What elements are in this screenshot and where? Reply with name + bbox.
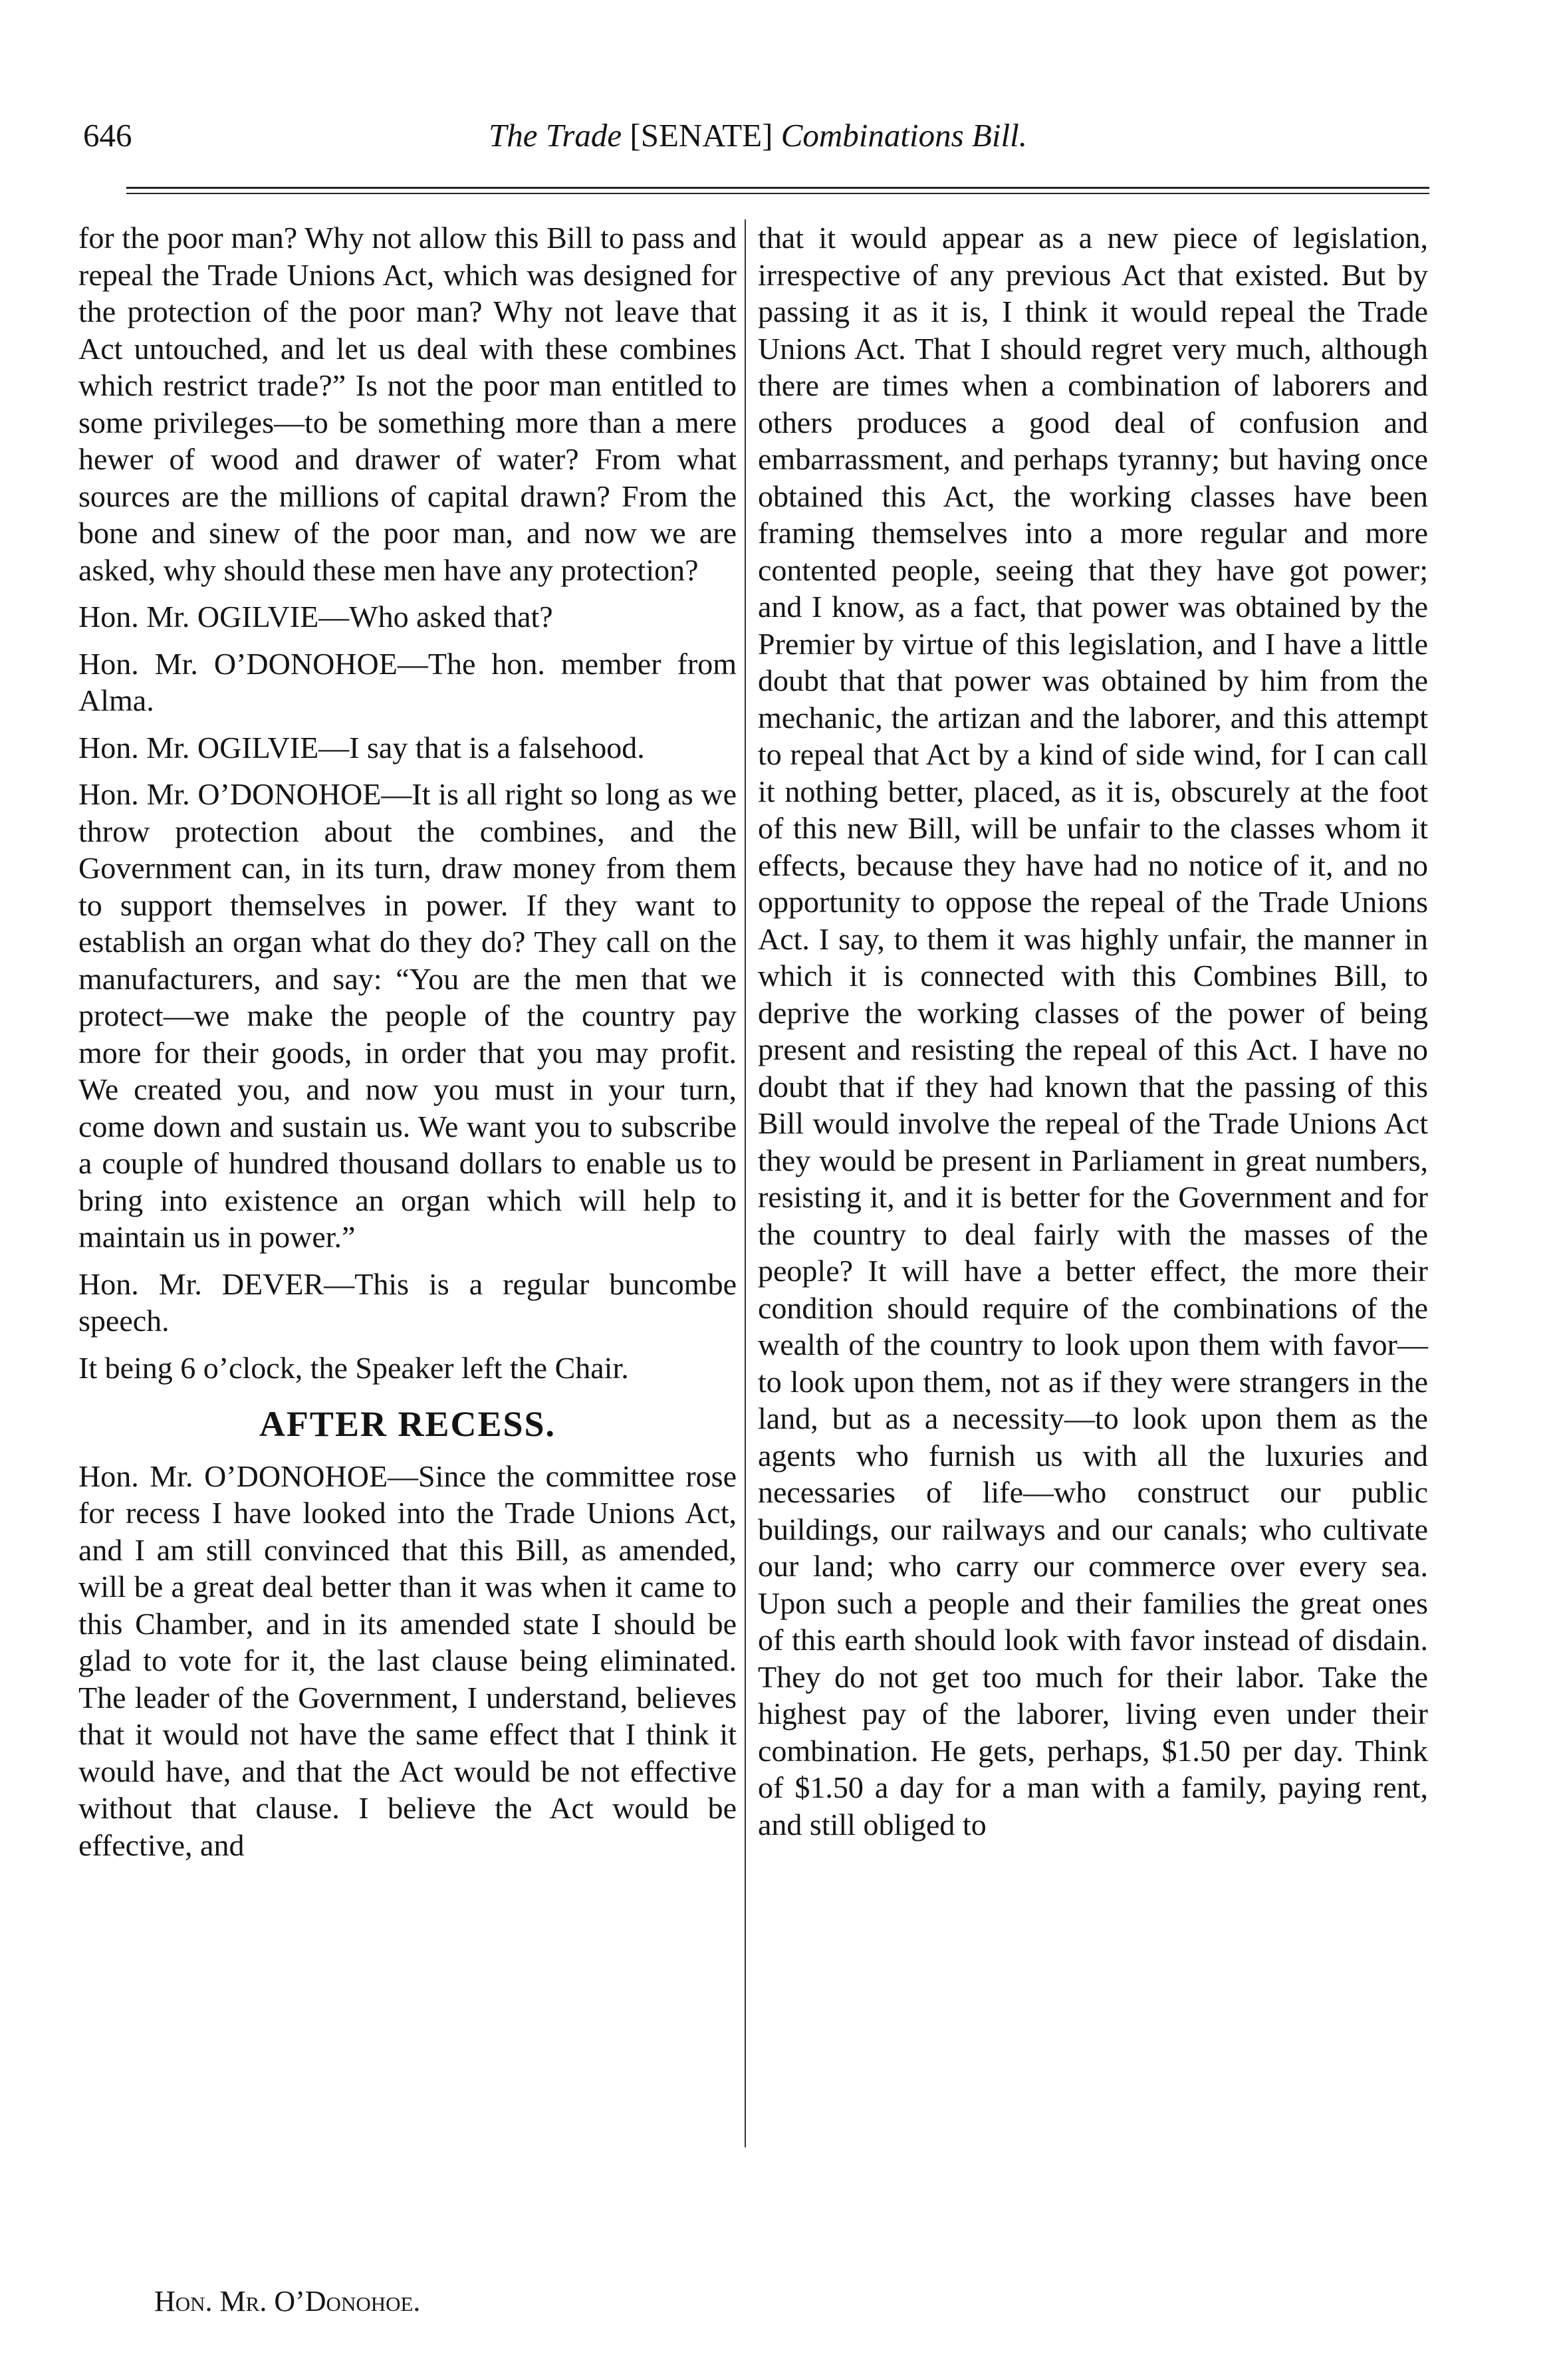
running-header [83, 116, 1433, 170]
running-title-right: Combinations Bill. [780, 117, 1027, 154]
catchword: Hon. Mr. O’Donohoe. [154, 2285, 421, 2318]
running-title [83, 116, 1433, 154]
speaker-line: Hon. Mr. DEVER—This is a regular buncombe speech. [78, 1266, 737, 1338]
column-divider [745, 219, 746, 2147]
running-title-left: The Trade [489, 117, 622, 154]
paragraph: for the poor man? Why not allow this Bill to pass and repeal the Trade Unions Act, which was designed for the protection of the poor man? Why not leave that Act untouched, and let us deal with these combines which restrict trade?” Is not the poor man entitled to some privileges—to be something more than a mere hewer of wood and drawer of water? From what sources are the millions of capital drawn? From the bone and sinew of the poor man, and now we are asked, why should these men have any protection? [78, 221, 737, 587]
recess-heading: AFTER RECESS. [259, 1404, 556, 1444]
header-rule [126, 187, 1429, 189]
header-rule-secondary [126, 193, 1429, 194]
right-column [758, 219, 1428, 1853]
running-title-chamber: [SENATE] [630, 117, 773, 154]
paragraph: Hon. Mr. O’DONOHOE—Since the committee rose for recess I have looked into the Trade Unions Act, and I am still convinced that this Bill, as amended, will be a great deal better than it was when it came to this Chamber, and in its amended state I should be glad to vote for it, the last clause being eliminated. The leader of the Government, I understand, believes that it would not have the same effect that I think it would have, and that the Act would be not effective without that clause. I believe the Act would be effective, and [78, 1459, 737, 1862]
paragraph: It being 6 o’clock, the Speaker left the Chair. [78, 1350, 629, 1385]
page-number: 646 [83, 117, 132, 154]
paragraph: Hon. Mr. O’DONOHOE—It is all right so long as we throw protection about the combines, and the Government can, in its turn, draw money from them to support themselves in power. If they want to establish an organ what do they do? They call on the manufacturers, and say: “You are the men that we protect—we make the people of the country pay more for their goods, in order that you may profit. We created you, and now you must in your turn, come down and sustain us. We want you to subscribe a couple of hundred thousand dollars to enable us to bring into existence an organ which will help to maintain us in power.” [78, 777, 737, 1254]
paragraph: that it would appear as a new piece of legislation, irrespective of any previous Act that existed. But by passing it as it is, I think it would repeal the Trade Unions Act. That I should regret very much, although there are times when a combination of laborers and others produces a good deal of confusion and embarrassment, and perhaps tyranny; but having once obtained this Act, the working classes have been framing themselves into a more regular and more contented people, seeing that they have got power; and I know, as a fact, that power was obtained by the Premier by virtue of this legislation, and I have a little doubt that that power was obtained by him from the mechanic, the artizan and the laborer, and this attempt to repeal that Act by a kind of side wind, for I can call it nothing better, placed, as it is, obscurely at the foot of this new Bill, will be unfair to the classes whom it effects, because they have had no notice of it, and no opportunity to oppose the repeal of the Trade Unions Act. I say, to them it was highly unfair, the manner in which it is connected with this Combines Bill, to deprive the working classes of the power of being present and resisting the repeal of this Act. I have no doubt that if they had known that the passing of this Bill would involve the repeal of the Trade Unions Act they would be present in Parliament in great numbers, resisting it, and it is better for the Government and for the country to deal fairly with the masses of the people? It will have a better effect, the more their condition should require of the combinations of the wealth of the country to look upon them with favor—to look upon them, not as if they were strangers in the land, but as a necessity—to look upon them as the agents who furnish us with all the luxuries and necessaries of life—who construct our public buildings, our railways and our canals; who cultivate our land; who carry our commerce over every sea. Upon such a people and their families the great ones of this earth should look with favor instead of disdain. They do not get too much for their labor. Take the highest pay of the laborer, living even under their combination. He gets, perhaps, $1.50 per day. Think of $1.50 a day for a man with a family, paying rent, and still obliged to [758, 221, 1428, 1842]
speaker-line: Hon. Mr. OGILVIE—Who asked that? [78, 600, 553, 634]
speaker-line: Hon. Mr. O’DONOHOE—The hon. member from Alma. [78, 646, 737, 717]
speaker-line: Hon. Mr. OGILVIE—I say that is a falsehood. [78, 730, 645, 765]
left-column [78, 219, 737, 1873]
